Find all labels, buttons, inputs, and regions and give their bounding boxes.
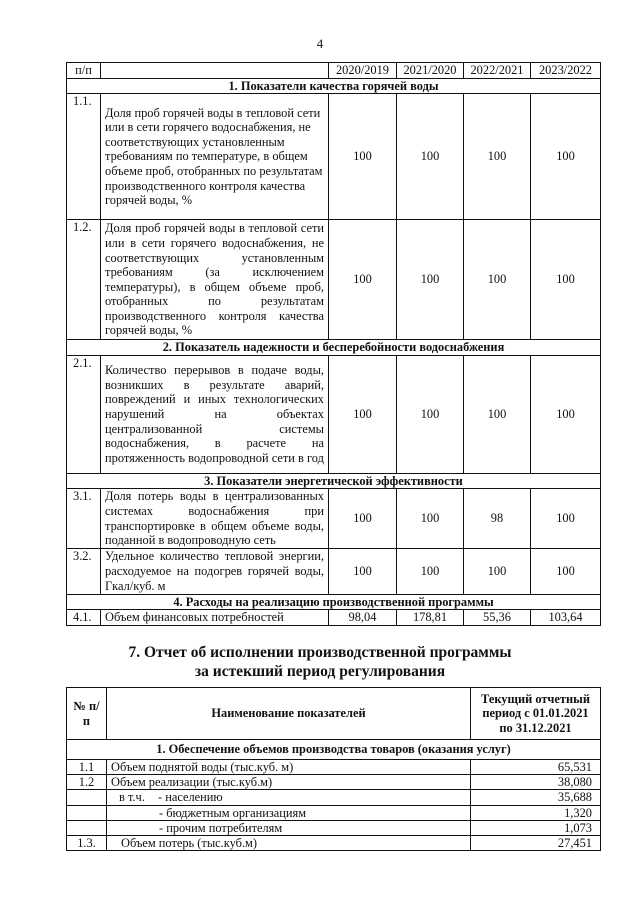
section-7-title-line2: за истекший период регулирования — [194, 663, 446, 680]
row-value: 100 — [531, 548, 601, 594]
row-prefix: в т.ч. — [119, 790, 145, 805]
row-value: 100 — [329, 355, 397, 473]
section-row — [67, 594, 601, 610]
row-value: 100 — [531, 220, 601, 340]
section-row — [67, 78, 601, 94]
row-num — [67, 820, 107, 835]
row-value: 178,81 — [397, 610, 464, 626]
section-title: 2. Показатель надежности и бесперебойности водоснабжения — [67, 340, 601, 356]
header-year: 2021/2020 — [397, 63, 464, 79]
row-num: 3.1. — [67, 489, 101, 548]
table-row — [67, 790, 601, 805]
row-value: 100 — [531, 355, 601, 473]
row-num — [67, 790, 107, 805]
table-row — [67, 220, 601, 340]
row-value: 100 — [531, 94, 601, 220]
row-num: 1.2 — [67, 775, 107, 790]
row-value: 65,531 — [471, 760, 601, 775]
row-value: 100 — [329, 489, 397, 548]
section-row — [67, 740, 601, 760]
row-value: 100 — [329, 548, 397, 594]
section-title: 1. Показатели качества горячей воды — [67, 78, 601, 94]
row-num: 4.1. — [67, 610, 101, 626]
header-year: 2022/2021 — [464, 63, 531, 79]
row-num: 1.1 — [67, 760, 107, 775]
row-name: Объем поднятой воды (тыс.куб. м) — [107, 760, 471, 775]
row-value: 100 — [397, 355, 464, 473]
row-value: 27,451 — [471, 836, 601, 851]
row-num: 1.1. — [67, 94, 101, 220]
row-value: 100 — [464, 94, 531, 220]
table-row — [67, 94, 601, 220]
row-value: 1,073 — [471, 820, 601, 835]
header-num: № п/п — [67, 688, 107, 740]
section-title: 3. Показатели энергетической эффективности — [67, 473, 601, 489]
row-name — [107, 790, 471, 805]
section-7-title-line1: 7. Отчет об исполнении производственной программы — [128, 644, 512, 661]
row-name: Объем потерь (тыс.куб.м) — [107, 836, 471, 851]
section-7-title — [0, 643, 640, 681]
header-period: Текущий отчетный период с 01.01.2021 по 31.12.2021 — [471, 688, 601, 740]
table-row — [67, 775, 601, 790]
section-title: 1. Обеспечение объемов производства товаров (оказания услуг) — [67, 740, 601, 760]
row-num: 2.1. — [67, 355, 101, 473]
row-name: - бюджетным организациям — [107, 805, 471, 820]
row-value: 35,688 — [471, 790, 601, 805]
table-row — [67, 610, 601, 626]
table-header-row — [67, 688, 601, 740]
row-value: 38,080 — [471, 775, 601, 790]
row-name: Объем финансовых потребностей — [101, 610, 329, 626]
section-title: 4. Расходы на реализацию производственной программы — [67, 594, 601, 610]
row-num: 3.2. — [67, 548, 101, 594]
header-name: Наименование показателей — [107, 688, 471, 740]
row-value: 100 — [531, 489, 601, 548]
row-name: Удельное количество тепловой энергии, расходуемое на подогрев горячей воды, Гкал/куб. м — [101, 548, 329, 594]
row-name: Доля проб горячей воды в тепловой сети или в сети горячего водоснабжения, не соответствующих установленным требованиям по температуре, в общем объеме проб, отобранных по результатам производственного контроля качества горячей воды, % — [101, 94, 329, 220]
page-number: 4 — [316, 36, 324, 51]
header-num: п/п — [67, 63, 101, 79]
row-value: 100 — [464, 220, 531, 340]
table-row — [67, 355, 601, 473]
row-name: - прочим потребителям — [107, 820, 471, 835]
table-header-row — [67, 63, 601, 79]
table-row — [67, 489, 601, 548]
row-value: 55,36 — [464, 610, 531, 626]
row-value: 100 — [397, 548, 464, 594]
row-value: 100 — [329, 94, 397, 220]
row-name: Объем реализации (тыс.куб.м) — [107, 775, 471, 790]
table-row — [67, 820, 601, 835]
row-value: 100 — [329, 220, 397, 340]
row-name: Доля потерь воды в централизованных системах водоснабжения при транспортировке в общем объеме воды, поданной в водопроводную сеть — [101, 489, 329, 548]
table-row — [67, 548, 601, 594]
table-row — [67, 836, 601, 851]
indicators-table — [66, 62, 601, 626]
row-value: 100 — [464, 355, 531, 473]
row-num: 1.2. — [67, 220, 101, 340]
row-value: 103,64 — [531, 610, 601, 626]
row-value: 100 — [464, 548, 531, 594]
row-value: 98,04 — [329, 610, 397, 626]
table-row — [67, 760, 601, 775]
section-row — [67, 473, 601, 489]
report-table — [66, 687, 601, 851]
table-row — [67, 805, 601, 820]
row-sub-name: - населению — [157, 790, 223, 805]
section-row — [67, 340, 601, 356]
row-value: 100 — [397, 94, 464, 220]
row-name: Доля проб горячей воды в тепловой сети или в сети горячего водоснабжения, не соответствующих установленным требованиям (за исключением температуры), в общем объеме проб, отобранных по результатам производственного контроля качества горячей воды, % — [101, 220, 329, 340]
header-year: 2023/2022 — [531, 63, 601, 79]
header-name — [101, 63, 329, 79]
row-value: 98 — [464, 489, 531, 548]
header-year: 2020/2019 — [329, 63, 397, 79]
row-name: Количество перерывов в подаче воды, возникших в результате аварий, повреждений и иных технологических нарушений на объектах централизованной системы водоснабжения, в расчете на протяженность водопроводной сети в год — [101, 355, 329, 473]
row-num: 1.3. — [67, 836, 107, 851]
row-num — [67, 805, 107, 820]
row-value: 1,320 — [471, 805, 601, 820]
row-value: 100 — [397, 489, 464, 548]
row-value: 100 — [397, 220, 464, 340]
